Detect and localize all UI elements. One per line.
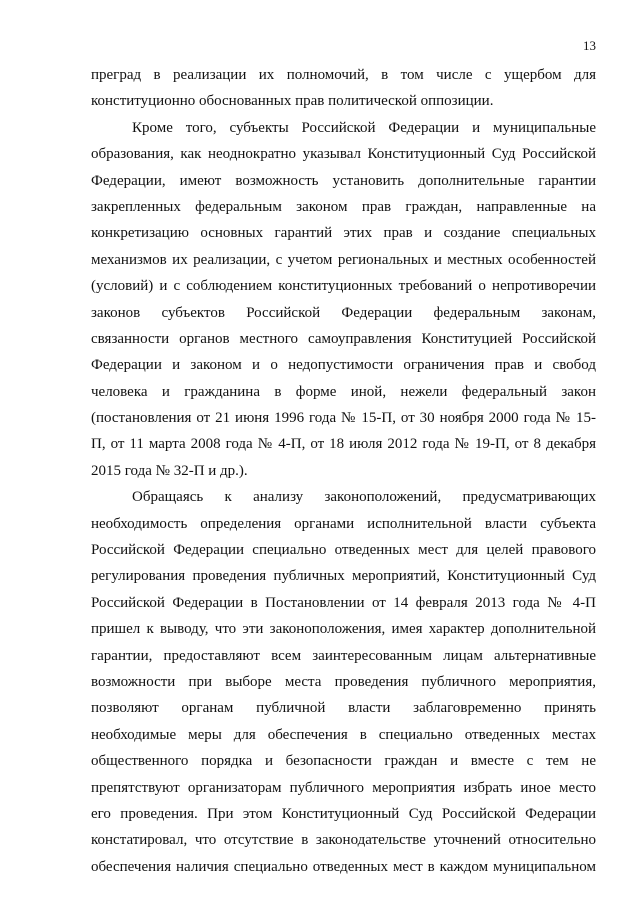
text-line: связанности органов местного самоуправления Конституцией Российской [91, 330, 596, 347]
text-line: обеспечения наличия специально отведенных мест в каждом муниципальном [91, 858, 596, 875]
text-line: пришел к выводу, что эти законоположения, имея характер дополнительной [91, 621, 596, 638]
paragraph [91, 484, 596, 880]
text-line: Российской Федерации специально отведенных мест для целей правового [91, 542, 596, 559]
text-line: его проведения. При этом Конституционный Суд Российской Федерации [91, 805, 596, 822]
text-line: регулирования проведения публичных мероприятий, Конституционный Суд [91, 568, 596, 585]
text-line: препятствуют организаторам публичного мероприятия избрать иное место [91, 779, 596, 796]
text-line: Федерации и законом и о недопустимости ограничения прав и свобод [91, 357, 596, 374]
text-line: преград в реализации их полномочий, в том числе с ущербом для [91, 67, 596, 83]
text-line: образования, как неоднократно указывал Конституционный Суд Российской [91, 146, 596, 163]
text-line: позволяют органам публичной власти заблаговременно принять [91, 700, 596, 717]
text-line: общественного порядка и безопасности граждан и вместе с тем не [91, 753, 596, 770]
text-line: Федерации, имеют возможность установить дополнительные гарантии [91, 172, 596, 189]
text-line: Российской Федерации в Постановлении от 14 февраля 2013 года № 4-П [91, 594, 596, 611]
text-line: (условий) и с соблюдением конституционных требований о непротиворечии [91, 278, 596, 295]
text-line: гарантии, предоставляют всем заинтересованным лицам альтернативные [91, 647, 596, 664]
document-body [91, 62, 596, 880]
text-line: конкретизацию основных гарантий этих прав и создание специальных [91, 225, 596, 242]
text-line: П, от 11 марта 2008 года № 4-П, от 18 июля 2012 года № 19-П, от 8 декабря [91, 436, 596, 453]
text-line: механизмов их реализации, с учетом региональных и местных особенностей [91, 251, 596, 268]
paragraph [91, 115, 596, 484]
text-line: законов субъектов Российской Федерации федеральным законам, [91, 304, 596, 321]
text-line: человека и гражданина в форме иной, нежели федеральный закон [91, 383, 596, 400]
text-line: необходимые меры для обеспечения в специально отведенных местах [91, 726, 596, 743]
text-line: констатировал, что отсутствие в законодательстве уточнений относительно [91, 832, 596, 849]
text-line: конституционно обоснованных прав политической оппозиции. [91, 93, 494, 110]
text-line: возможности при выборе места проведения публичного мероприятия, [91, 673, 596, 690]
paragraph [91, 62, 596, 115]
text-line: Обращаясь к анализу законоположений, предусматривающих [132, 489, 596, 506]
text-line: Кроме того, субъекты Российской Федерации и муниципальные [132, 119, 596, 136]
text-line: закрепленных федеральным законом прав граждан, направленные на [91, 198, 596, 215]
page-number: 13 [583, 38, 596, 53]
text-line: 2015 года № 32-П и др.). [91, 462, 248, 479]
text-line: (постановления от 21 июня 1996 года № 15-П, от 30 ноября 2000 года № 15- [91, 410, 596, 427]
text-line: необходимость определения органами исполнительной власти субъекта [91, 515, 596, 532]
